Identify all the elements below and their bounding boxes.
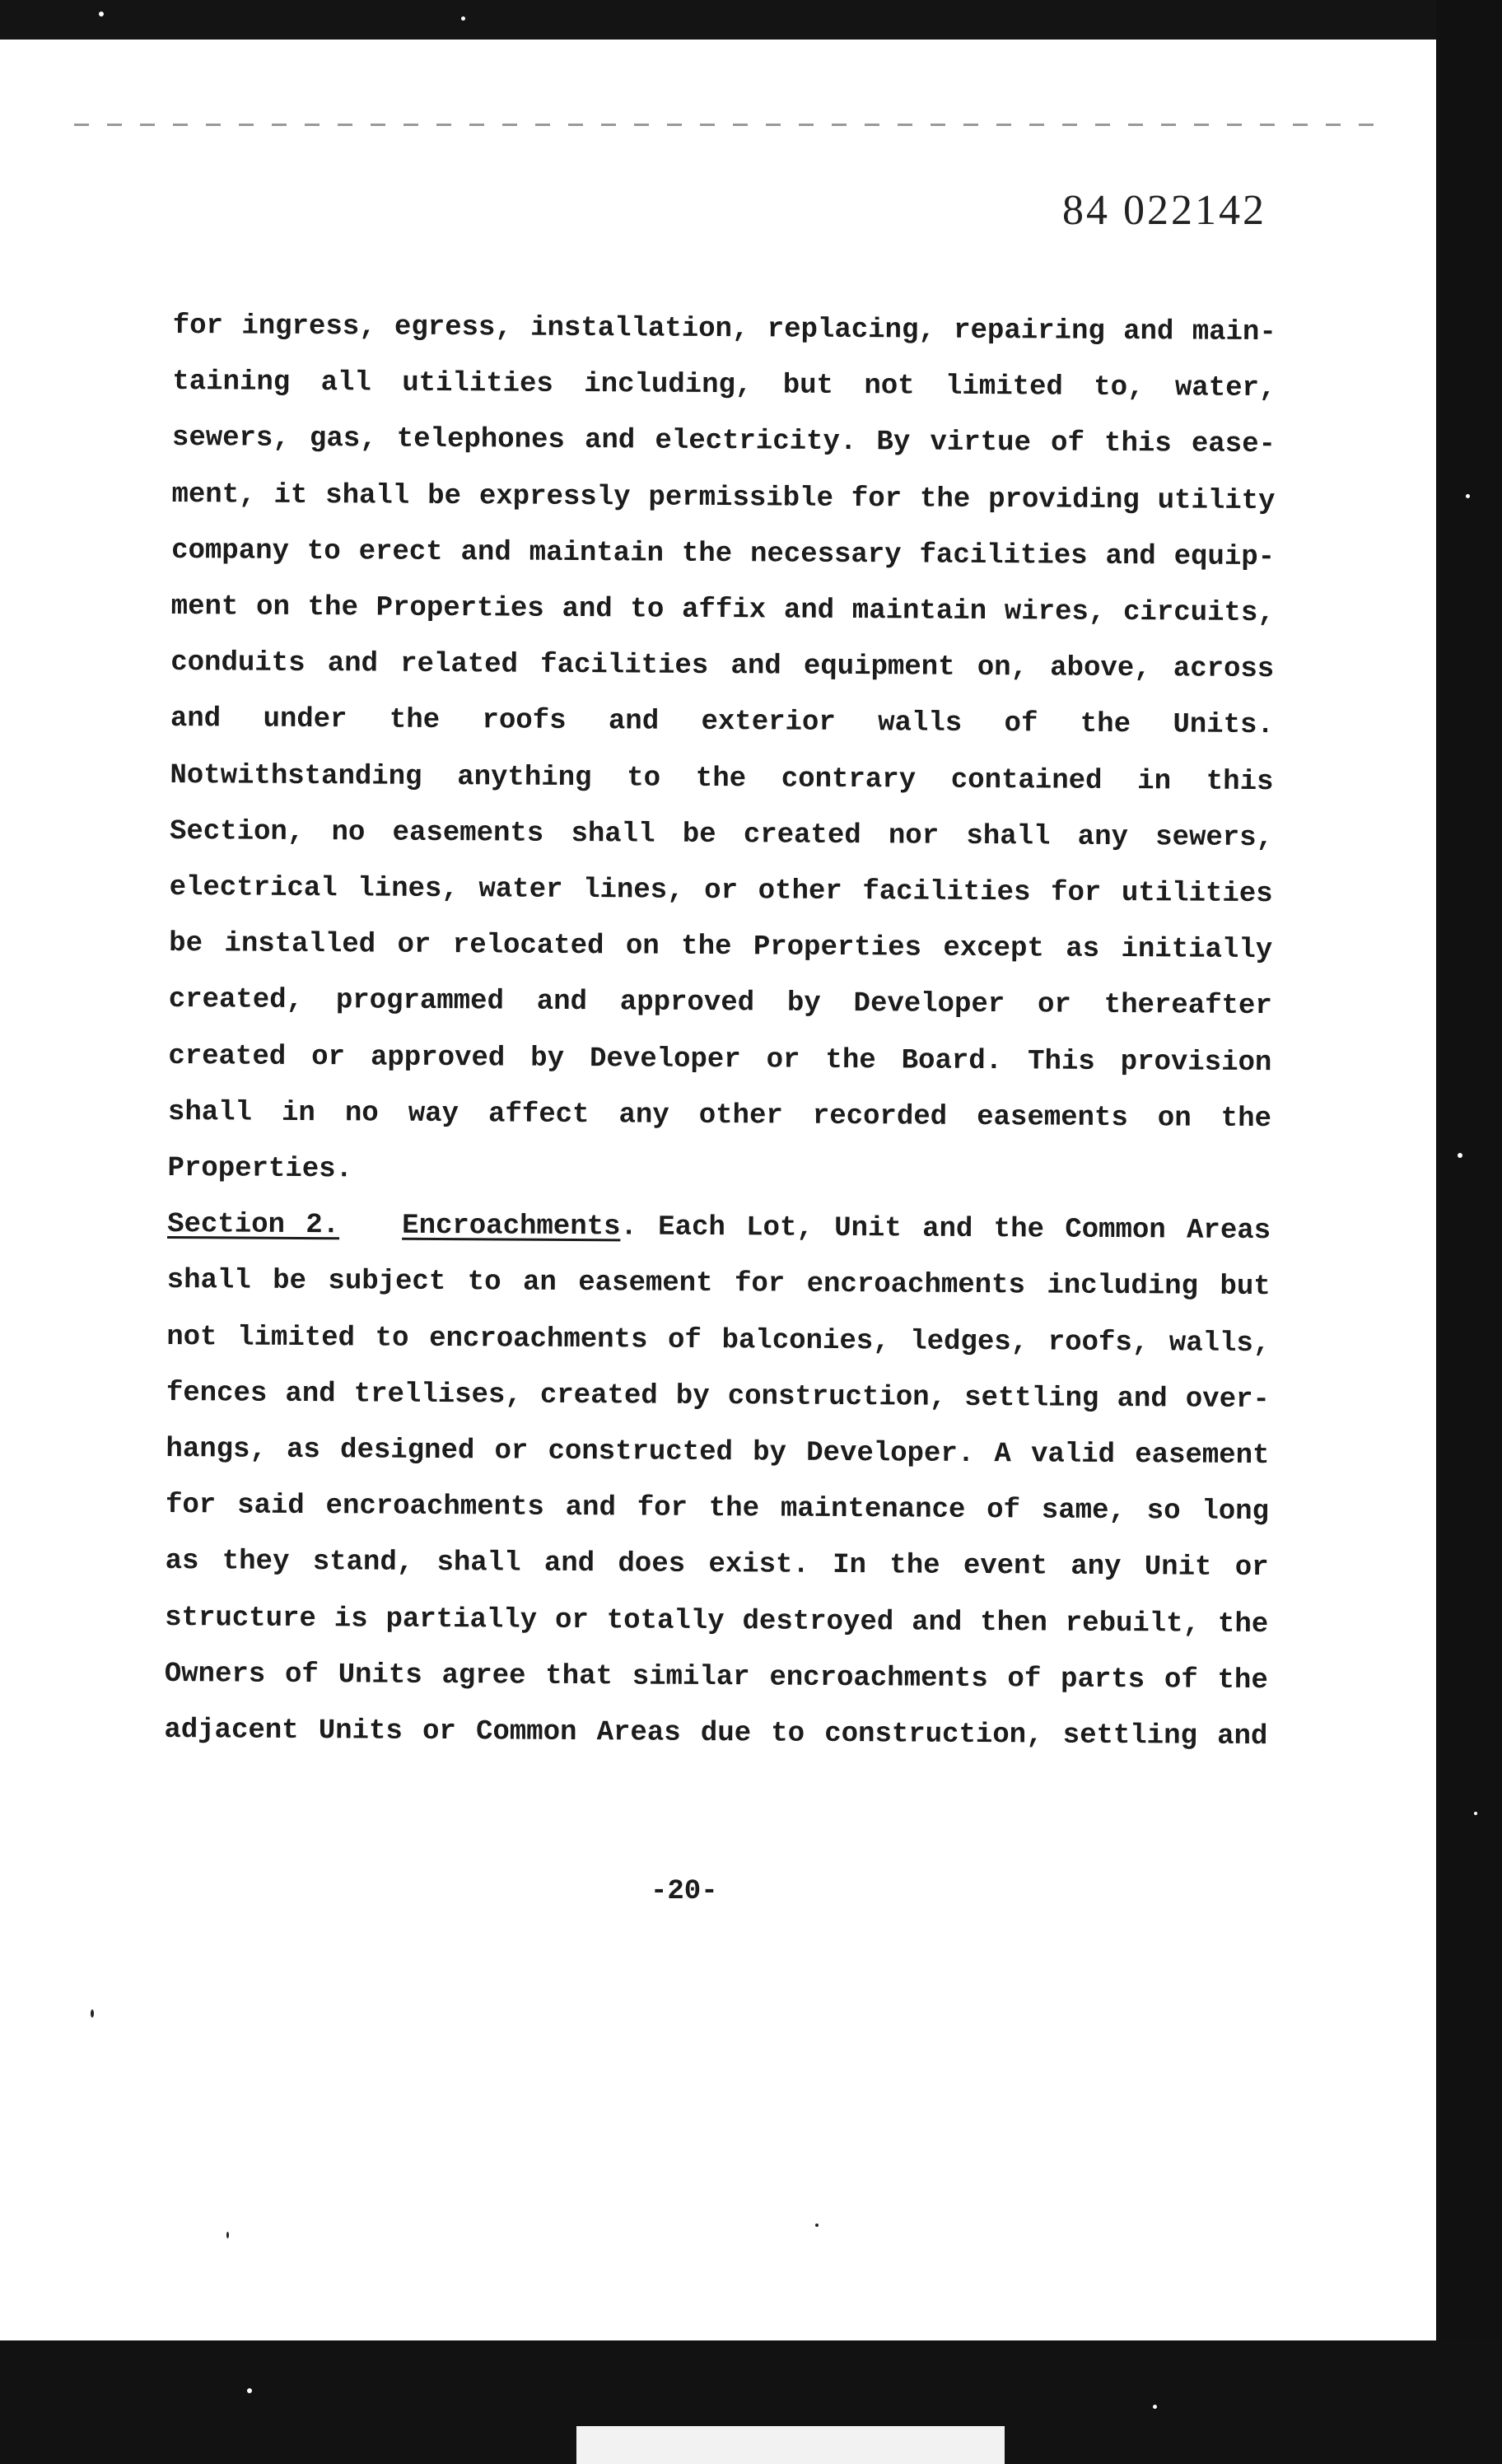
text-line: adjacent Units or Common Areas due to construction, settling and [164,1715,1268,1753]
text-line: Properties. [167,1153,353,1186]
text-line: created, programmed and approved by Developer or thereafter [168,984,1272,1023]
text-line: ment on the Properties and to affix and maintain wires, circuits, [170,591,1275,630]
scan-speck [1458,1153,1462,1158]
section-2-heading-line [167,1197,1271,1259]
text-line: hangs, as designed or constructed by Developer. A valid easement [166,1434,1270,1472]
text-line: as they stand, shall and does exist. In the event any Unit or [165,1546,1269,1584]
text-line: for said encroachments and for the maintenance of same, so long [165,1490,1270,1528]
scan-border-top [0,0,1502,40]
scan-speck [461,16,465,21]
text-line: sewers, gas, telephones and electricity. By virtue of this ease- [171,422,1276,461]
body-text [164,298,1276,1765]
scan-speck [1153,2405,1157,2409]
text-line: shall in no way affect any other recorded easements on the [167,1096,1272,1136]
text-line: Section, no easements shall be created nor shall any sewers, [169,815,1274,855]
text-line: taining all utilities including, but not limited to, water, [172,366,1276,405]
text-line: and under the roofs and exterior walls of the Units. [170,703,1274,742]
text-line: ment, it shall be expressly permissible for the providing utility [171,478,1276,517]
scan-speck [1474,1812,1477,1815]
scan-edge-line [74,124,1392,126]
document-number: 84 022142 [1062,187,1266,234]
text-line: Notwithstanding anything to the contrary contained in this [170,759,1274,798]
text-line: for ingress, egress, installation, replacing, repairing and main- [172,310,1276,349]
text-line: company to erect and maintain the necessary facilities and equip- [171,534,1276,573]
text-line: electrical lines, water lines, or other facilities for utilities [169,872,1273,911]
section-2-first-line: . Each Lot, Unit and the Common Areas [620,1211,1271,1248]
text-line: conduits and related facilities and equipment on, above, across [170,647,1275,686]
scan-speck [815,2224,819,2227]
section-2-label: Section 2. [167,1209,340,1242]
scan-speck [247,2388,252,2393]
scan-speck [99,12,104,16]
text-line: created or approved by Developer or the Board. This provision [168,1040,1272,1079]
text-line: not limited to encroachments of balconies, ledges, roofs, walls, [166,1321,1271,1360]
text-line: be installed or relocated on the Properties except as initially [169,928,1273,967]
text-line: fences and trellises, created by construction, settling and over- [166,1377,1270,1416]
scan-speck [226,2232,229,2238]
scan-speck [91,2009,94,2018]
scan-speck [1466,494,1470,498]
scan-border-right [1436,0,1502,2464]
page-number: -20- [651,1876,718,1907]
text-line: Owners of Units agree that similar encroachments of parts of the [164,1658,1268,1697]
scan-artifact [576,2426,1005,2464]
text-line: shall be subject to an easement for encroachments including but [166,1265,1271,1304]
section-2-title: Encroachments [402,1210,621,1244]
text-line: structure is partially or totally destroyed and then rebuilt, the [165,1602,1269,1640]
